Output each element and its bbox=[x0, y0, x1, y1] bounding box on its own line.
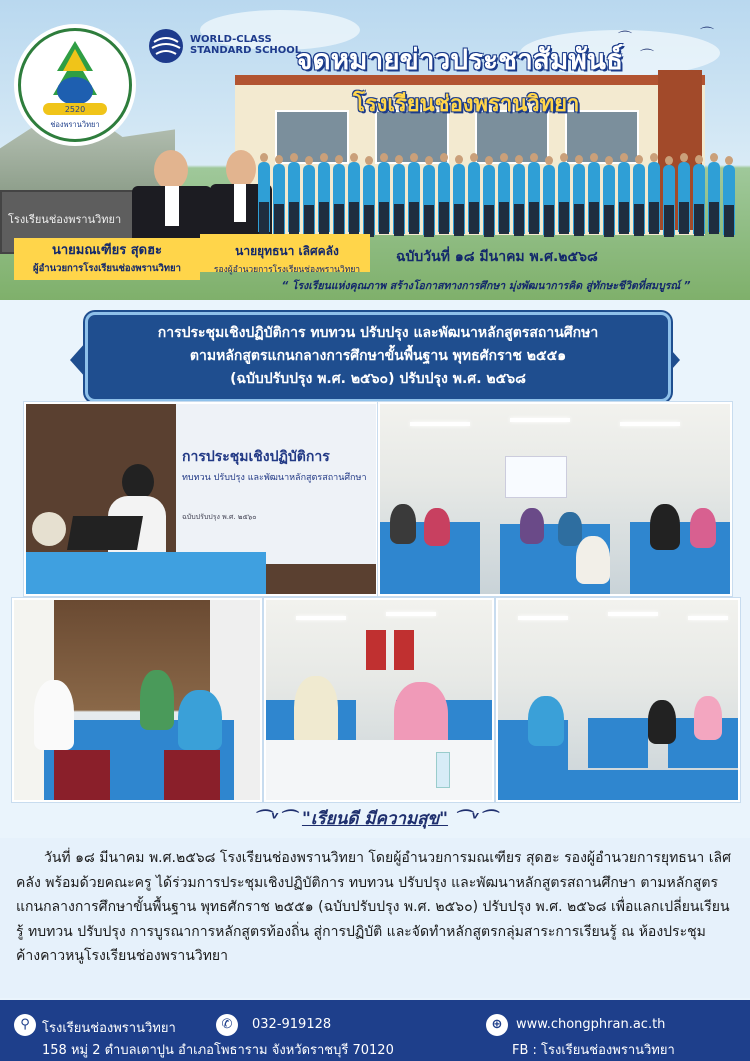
article-paragraph bbox=[16, 846, 734, 969]
deputy-role: รองผู้อำนวยการโรงเรียนช่องพรานวิทยา bbox=[213, 265, 361, 275]
world-class-line1: WORLD-CLASS bbox=[190, 34, 272, 45]
event-banner bbox=[85, 312, 671, 402]
deputy-nameplate bbox=[206, 242, 368, 275]
slide-small-text: ฉบับปรับปรุง พ.ศ. ๒๕๖๐ bbox=[182, 513, 257, 521]
director-role: ผู้อำนวยการโรงเรียนช่องพรานวิทยา bbox=[33, 263, 181, 274]
footer-facebook[interactable]: FB : โรงเรียนช่องพรานวิทยา bbox=[512, 1043, 675, 1058]
slogan-text: "เรียนดี มีความสุข" bbox=[301, 809, 449, 829]
slide-title: การประชุมเชิงปฏิบัติการ bbox=[182, 449, 330, 465]
banner-line-1: การประชุมเชิงปฏิบัติการ ทบทวน ปรับปรุง และพัฒนาหลักสูตรสถานศึกษา bbox=[157, 325, 599, 341]
footer-website[interactable]: www.chongphran.ac.th bbox=[516, 1017, 666, 1032]
bat-icon: ⌒ᵛ⌒ bbox=[253, 809, 297, 829]
director-nameplate bbox=[14, 238, 200, 280]
photo-speaker bbox=[24, 402, 378, 596]
slogan-row bbox=[0, 802, 750, 832]
world-class-text bbox=[190, 34, 301, 56]
school-motto: “ โรงเรียนแห่งคุณภาพ สร้างโอกาสทางการศึกษา มุ่งพัฒนาการคิด สู่ทักษะชีวิตที่สมบูรณ์ ” bbox=[281, 280, 691, 292]
deputy-name: นายยุทธนา เลิศคลัง bbox=[235, 244, 339, 258]
newsletter-title: จดหมายข่าวประชาสัมพันธ์ bbox=[296, 43, 624, 76]
laptop bbox=[67, 516, 143, 550]
banner-line-3: (ฉบับปรับปรุง พ.ศ. ๒๕๖๐) ปรับปรุง พ.ศ. ๒๕๖๘ bbox=[230, 371, 526, 387]
flower-vase bbox=[32, 512, 66, 546]
photo-participants bbox=[264, 598, 494, 802]
globe-icon: ⊕ bbox=[486, 1014, 508, 1036]
photo-group-discussion bbox=[12, 598, 262, 802]
banner-line-2: ตามหลักสูตรแกนกลางการศึกษาขั้นพื้นฐาน พุทธศักราช ๒๕๕๑ bbox=[189, 348, 567, 364]
banner-ribbon-left bbox=[70, 342, 86, 378]
photo-meeting-room bbox=[378, 402, 732, 596]
world-class-line2: STANDARD SCHOOL bbox=[190, 45, 302, 56]
bird-icon: ⌒ bbox=[700, 27, 714, 43]
school-logo bbox=[18, 28, 132, 142]
issue-date: ฉบับวันที่ ๑๘ มีนาคม พ.ศ.๒๕๖๘ bbox=[396, 249, 598, 265]
logo-year: 2520 bbox=[64, 105, 86, 114]
slide-subtitle: ทบทวน ปรับปรุง และพัฒนาหลักสูตรสถานศึกษา bbox=[182, 473, 367, 483]
phone-icon: ✆ bbox=[216, 1014, 238, 1036]
photo-audience bbox=[496, 598, 740, 802]
footer-school: โรงเรียนช่องพรานวิทยา bbox=[42, 1021, 176, 1036]
school-emblem-icon bbox=[21, 31, 129, 139]
bat-icon: ⌒ᵛ⌒ bbox=[453, 809, 497, 829]
footer-address: 158 หมู่ 2 ตำบลเตาปูน อำเภอโพธาราม จังหวัดราชบุรี 70120 bbox=[42, 1043, 394, 1058]
bird-icon: ⌒ bbox=[618, 31, 632, 47]
location-pin-icon: ⚲ bbox=[14, 1014, 36, 1036]
school-name: โรงเรียนช่องพรานวิทยา bbox=[353, 92, 580, 117]
school-sign-text: โรงเรียนช่องพรานวิทยา bbox=[8, 213, 122, 226]
bird-icon: ⌒ bbox=[640, 49, 654, 65]
projected-slide bbox=[176, 408, 376, 558]
footer bbox=[0, 1000, 750, 1061]
logo-name: ช่องพรานวิทยา bbox=[50, 120, 100, 129]
article-text: วันที่ ๑๘ มีนาคม พ.ศ.๒๕๖๘ โรงเรียนช่องพรานวิทยา โดยผู้อำนวยการมณเฑียร สุดฮะ รองผู้อำนวยการยุทธนา เลิศคลัง พร้อมด้วยคณะครู ได้ร่วมการประชุมเชิงปฏิบัติการ ทบทวน ปรับปรุง และพัฒนาหลักสูตรสถานศึกษา ตามหลักสูตรแกนกลางการศึกษาขั้นพื้นฐาน พุทธศักราช ๒๕๕๑ (ฉบับปรับปรุง พ.ศ. ๒๕๖๐) ปรับปรุง พ.ศ. ๒๕๖๘ เพื่อแลกเปลี่ยนเรียนรู้ ทบทวน ปรับปรุง การบูรณาการหลักสูตรท้องถิ่น สู่การปฏิบัติ และจัดทำหลักสูตรกลุ่มสาระการเรียนรู้ ณ ห้องประชุมค้างคาวหนูโรงเรียนช่องพรานวิทยา bbox=[16, 850, 731, 965]
director-name: นายมณเฑียร สุดฮะ bbox=[51, 243, 163, 258]
footer-phone[interactable]: 032-919128 bbox=[252, 1017, 332, 1032]
